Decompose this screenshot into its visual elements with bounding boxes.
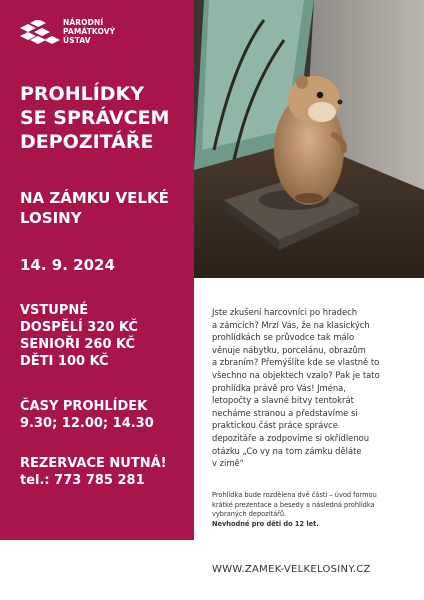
location-subtitle — [20, 188, 190, 228]
description-line: v zimě“ — [212, 458, 244, 469]
description-line: věnuje nábytku, porcelánu, obrazům — [212, 344, 366, 355]
admission-line: VSTUPNÉ — [20, 303, 89, 318]
description-line: a zámcích? Mrzí Vás, že na klasických — [212, 319, 370, 330]
npu-logo-icon — [20, 20, 60, 48]
description-line: prohlídka právě pro Vás! Jména, — [212, 382, 346, 393]
admission-line: DOSPĚLÍ 320 KČ — [20, 320, 138, 335]
left-panel — [0, 0, 194, 540]
admission-prices — [20, 302, 192, 370]
title-line: SE SPRÁVCEM — [20, 107, 170, 129]
description-line: praktickou část práce správce — [212, 420, 338, 431]
logo-wordmark — [63, 18, 115, 45]
reservation-info — [20, 455, 192, 489]
logo-line: NÁRODNÍ — [63, 18, 104, 27]
description-line: letopočty a slavné bitvy tentokrát — [212, 395, 354, 406]
admission-line: DĚTI 100 KČ — [20, 354, 109, 369]
description-line: necháme stranou a představíme si — [212, 407, 358, 418]
description-text — [212, 306, 418, 470]
reservation-line: REZERVACE NUTNÁ! — [20, 456, 167, 471]
logo-line: PAMÁTKOVÝ — [63, 27, 116, 36]
age-restriction-note: Nevhodné pro děti do 12 let. — [212, 519, 319, 528]
subtitle-line: NA ZÁMKU VELKÉ — [20, 189, 169, 207]
admission-line: SENIOŘI 260 KČ — [20, 337, 136, 352]
title-line: DEPOZITÁŘE — [20, 131, 154, 153]
hamster-photo-illustration — [194, 0, 424, 278]
subtitle-line: LOSINY — [20, 209, 82, 227]
photo-stuffed-hamster — [194, 0, 424, 278]
page-title — [20, 82, 190, 154]
website-link[interactable]: WWW.ZAMEK-VELKELOSINY.CZ — [212, 564, 371, 575]
description-line: a zbraním? Přemýšlíte kde se vlastně to — [212, 357, 380, 368]
description-line: všechno na objektech vzalo? Pak je tato — [212, 369, 380, 380]
note-line: Prohlídka bude rozdělena dvě části – úvod formou — [212, 491, 377, 499]
description-line: otázku „Co vy na tom zámku děláte — [212, 445, 362, 456]
times-line: 9.30; 12.00; 14.30 — [20, 416, 154, 431]
note-line: krátké prezentace a besedy a následná prohlídka — [212, 500, 375, 509]
description-line: depozitáře a zodpovíme si okřídlenou — [212, 432, 370, 443]
times-line: ČASY PROHLÍDEK — [20, 399, 148, 414]
tour-times — [20, 398, 192, 432]
reservation-line: tel.: 773 785 281 — [20, 473, 145, 488]
tour-note — [212, 491, 418, 529]
event-date: 14. 9. 2024 — [20, 256, 115, 274]
note-line: vybraných depozitářů. — [212, 510, 287, 519]
logo-line: ÚSTAV — [63, 36, 91, 45]
description-line: prohlídkách se průvodce tak málo — [212, 332, 355, 343]
title-line: PROHLÍDKY — [20, 83, 145, 105]
description-line: Jste zkušení harcovníci po hradech — [212, 307, 358, 317]
